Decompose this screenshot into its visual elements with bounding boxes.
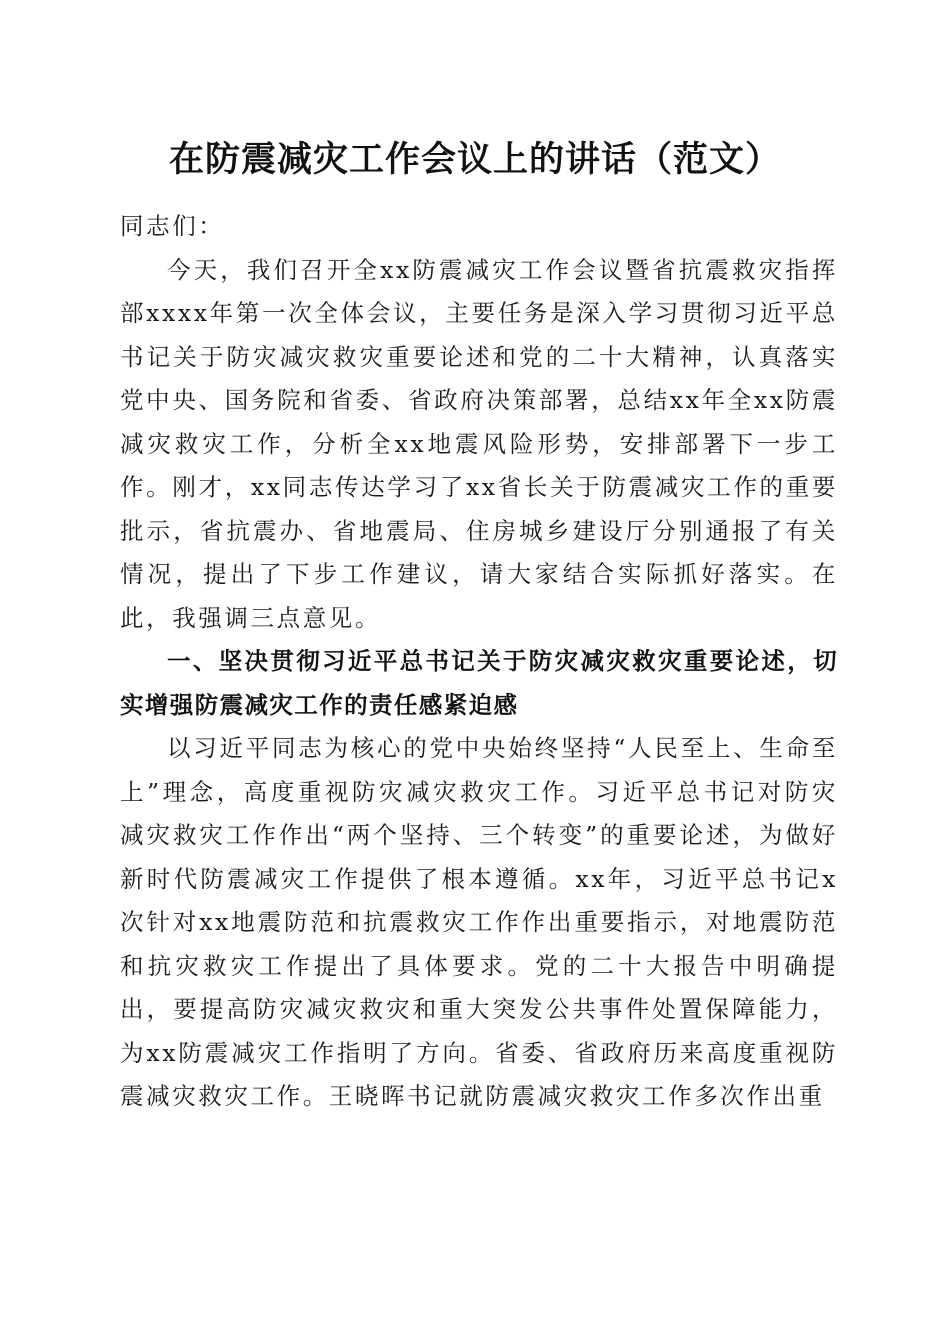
- document-title: 在防震减灾工作会议上的讲话（范文）: [168, 139, 781, 180]
- section-heading-1: 一、坚决贯彻习近平总书记关于防灾减灾救灾重要论述，切实增强防震减灾工作的责任感紧迫感: [120, 647, 838, 719]
- paragraph-section-1: 以习近平同志为核心的党中央始终坚持“人民至上、生命至上”理念，高度重视防灾减灾救灾工作。习近平总书记对防灾减灾救灾工作作出“两个坚持、三个转变”的重要论述，为做好新时代防震减灾工作提供了根本遵循。xx年，习近平总书记x次针对xx地震防范和抗震救灾工作作出重要指示，对地震防范和抗灾救灾工作提出了具体要求。党的二十大报告中明确提出，要提高防灾减灾救灾和重大突发公共事件处置保障能力，为xx防震减灾工作指明了方向。省委、省政府历来高度重视防震减灾救灾工作。王晓晖书记就防震减灾救灾工作多次作出重: [120, 734, 838, 1110]
- salutation: 同志们：: [120, 212, 225, 240]
- paragraph-opening: 今天，我们召开全xx防震减灾工作会议暨省抗震救灾指挥部xxxx年第一次全体会议，主要任务是深入学习贯彻习近平总书记关于防灾减灾救灾重要论述和党的二十大精神，认真落实党中央、国务院和省委、省政府决策部署，总结xx年全xx防震减灾救灾工作，分析全xx地震风险形势，安排部署下一步工作。刚才，xx同志传达学习了xx省长关于防震减灾工作的重要批示，省抗震办、省地震局、住房城乡建设厅分别通报了有关情况，提出了下步工作建议，请大家结合实际抓好落实。在此，我强调三点意见。: [120, 255, 838, 632]
- document-body: [120, 205, 838, 1119]
